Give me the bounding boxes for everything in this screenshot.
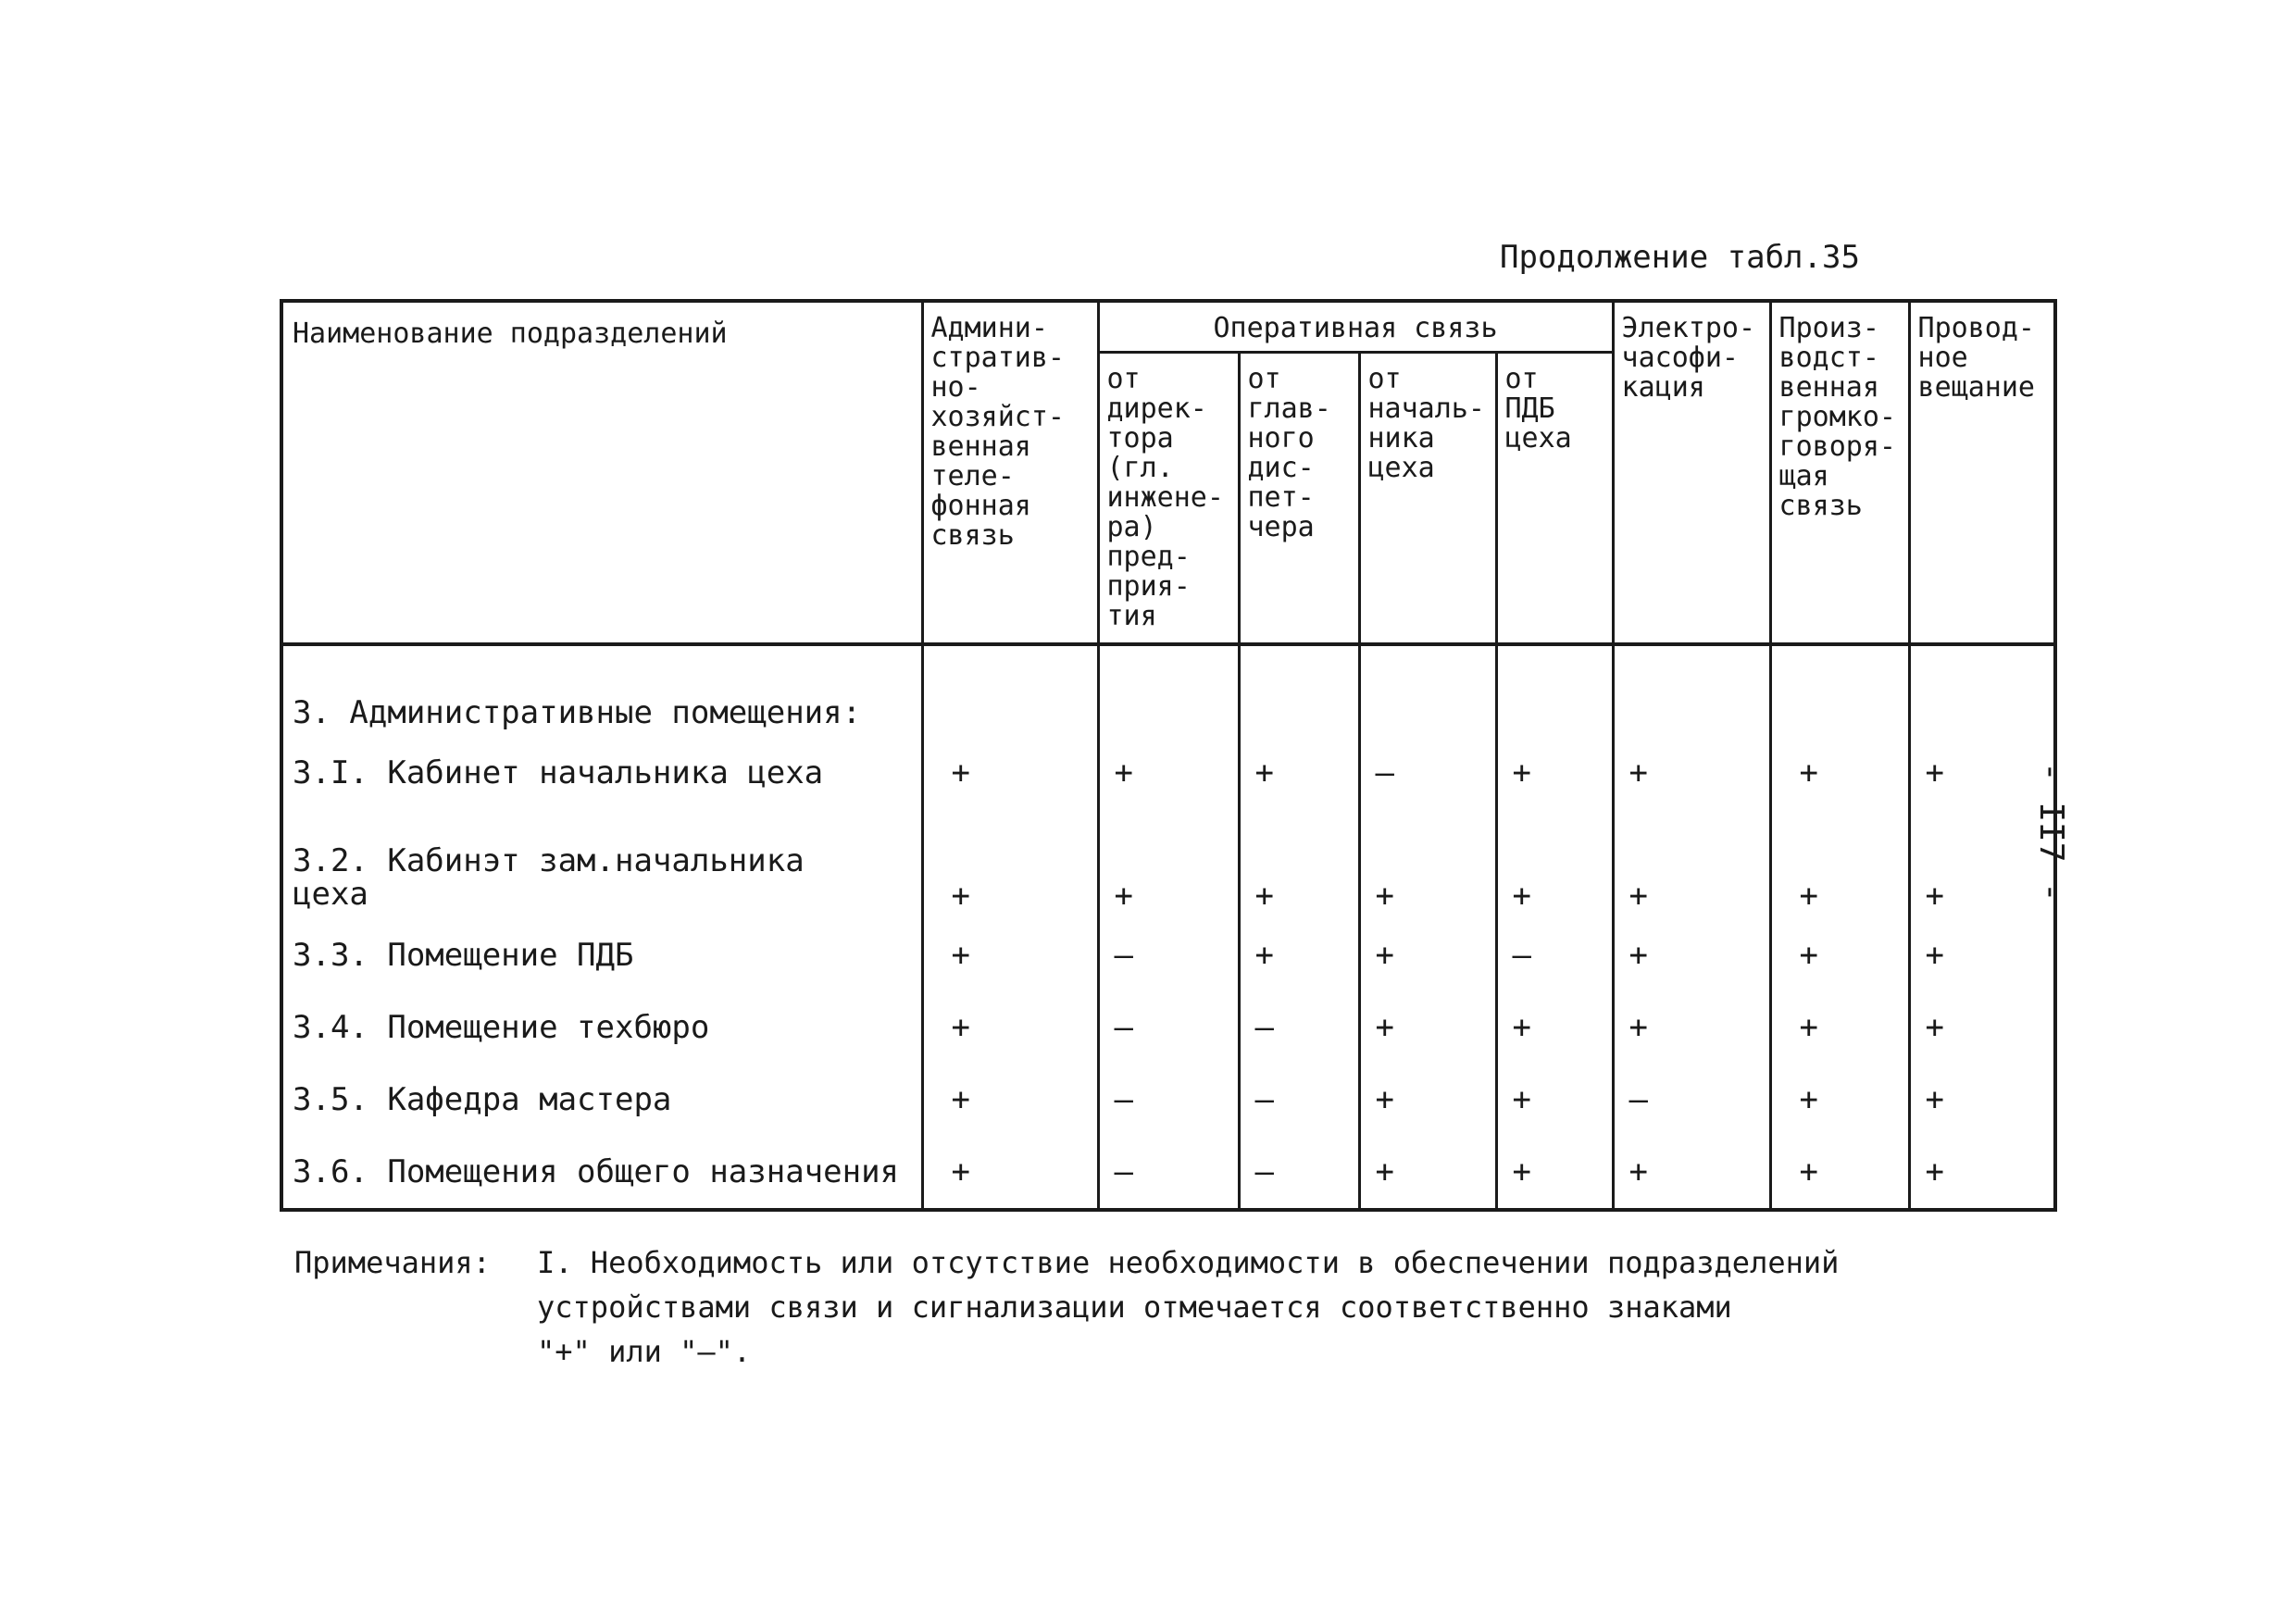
table-cell: + bbox=[1770, 991, 1909, 1064]
table-cell: + bbox=[1909, 991, 2055, 1064]
section-title: 3. Административные помещения: bbox=[281, 644, 922, 737]
table-row bbox=[281, 737, 2055, 809]
table-cell: – bbox=[1613, 1064, 1770, 1136]
table-cell: + bbox=[1613, 809, 1770, 918]
row-label: 3.I. Кабинет начальника цеха bbox=[281, 737, 922, 809]
header-admin: Админи- стратив- но- хозяйст- венная теле- фонная связь bbox=[922, 301, 1098, 644]
table-row bbox=[281, 809, 2055, 918]
notes-label: Примечания: bbox=[294, 1245, 491, 1280]
table-cell: + bbox=[1770, 918, 1909, 990]
table-cell: + bbox=[922, 991, 1098, 1064]
table-cell: + bbox=[1239, 918, 1359, 990]
table-cell: + bbox=[922, 809, 1098, 918]
table-cell: + bbox=[1239, 809, 1359, 918]
table-cell: + bbox=[1613, 991, 1770, 1064]
table-cell: – bbox=[1239, 991, 1359, 1064]
table-cell: + bbox=[1613, 737, 1770, 809]
row-label: 3.2. Кабинэт зам.начальника цеха bbox=[281, 809, 922, 918]
table-cell: – bbox=[1239, 1064, 1359, 1136]
table-row bbox=[281, 991, 2055, 1064]
table-cell: + bbox=[1770, 737, 1909, 809]
header-loudspeaker: Произ- водст- венная громко- говоря- щая связь bbox=[1770, 301, 1909, 644]
header-radio: Провод- ное вещание bbox=[1909, 301, 2055, 644]
table-cell: + bbox=[1613, 1136, 1770, 1210]
table-cell: – bbox=[1496, 918, 1613, 990]
table-cell: + bbox=[1496, 1136, 1613, 1210]
header-operative-group: Оперативная связь bbox=[1098, 301, 1613, 353]
table-cell: + bbox=[1359, 991, 1496, 1064]
table-cell: – bbox=[1098, 1136, 1239, 1210]
header-name: Наименование подразделений bbox=[281, 301, 922, 644]
table-row bbox=[281, 1064, 2055, 1136]
table-cell: + bbox=[1909, 918, 2055, 990]
table-cell: + bbox=[1613, 918, 1770, 990]
table-cell: + bbox=[1909, 1064, 2055, 1136]
table-cell: + bbox=[922, 1136, 1098, 1210]
table-cell: + bbox=[1098, 737, 1239, 809]
header-op-pdb: от ПДБ цеха bbox=[1496, 353, 1613, 645]
table-cell: + bbox=[922, 1064, 1098, 1136]
table-row bbox=[281, 1136, 2055, 1210]
table-cell: + bbox=[1496, 1064, 1613, 1136]
table-cell: + bbox=[1359, 1064, 1496, 1136]
table-cell: + bbox=[1909, 737, 2055, 809]
table-cell: + bbox=[1770, 1136, 1909, 1210]
table-cell: + bbox=[1909, 809, 2055, 918]
table-cell: + bbox=[1496, 809, 1613, 918]
row-label: 3.4. Помещение техбюро bbox=[281, 991, 922, 1064]
row-label: 3.5. Кафедра мастера bbox=[281, 1064, 922, 1136]
table-cell: + bbox=[1359, 918, 1496, 990]
table-cell: + bbox=[1496, 991, 1613, 1064]
table-caption: Продолжение табл.35 bbox=[1500, 239, 1860, 276]
table-cell: + bbox=[1359, 809, 1496, 918]
table-cell: + bbox=[1770, 1064, 1909, 1136]
table-cell: + bbox=[1909, 1136, 2055, 1210]
row-label: 3.6. Помещения общего назначения bbox=[281, 1136, 922, 1210]
table-cell: – bbox=[1098, 991, 1239, 1064]
table-cell: + bbox=[1496, 737, 1613, 809]
table-cell: + bbox=[922, 918, 1098, 990]
table-cell: – bbox=[1098, 1064, 1239, 1136]
table-cell: – bbox=[1359, 737, 1496, 809]
header-clock: Электро- часофи- кация bbox=[1613, 301, 1770, 644]
table-cell: + bbox=[1770, 809, 1909, 918]
notes-text: I. Необходимость или отсутствие необходимости в обеспечении подразделений устройствами связи и сигнализации отмечается соответственно знаками "+" или "–". bbox=[537, 1245, 1840, 1369]
table-cell: + bbox=[922, 737, 1098, 809]
requirements-table bbox=[280, 299, 2057, 1212]
row-label: 3.3. Помещение ПДБ bbox=[281, 918, 922, 990]
header-op-head: от началь- ника цеха bbox=[1359, 353, 1496, 645]
table-cell: + bbox=[1359, 1136, 1496, 1210]
table-cell: + bbox=[1239, 737, 1359, 809]
table-row bbox=[281, 918, 2055, 990]
header-op-director: от дирек- тора (гл. инжене- ра) пред- прия- тия bbox=[1098, 353, 1239, 645]
page-number: - II7 - bbox=[2032, 762, 2070, 903]
table-cell: – bbox=[1098, 918, 1239, 990]
table-cell: + bbox=[1098, 809, 1239, 918]
header-op-dispatcher: от глав- ного дис- пет- чера bbox=[1239, 353, 1359, 645]
table-cell: – bbox=[1239, 1136, 1359, 1210]
